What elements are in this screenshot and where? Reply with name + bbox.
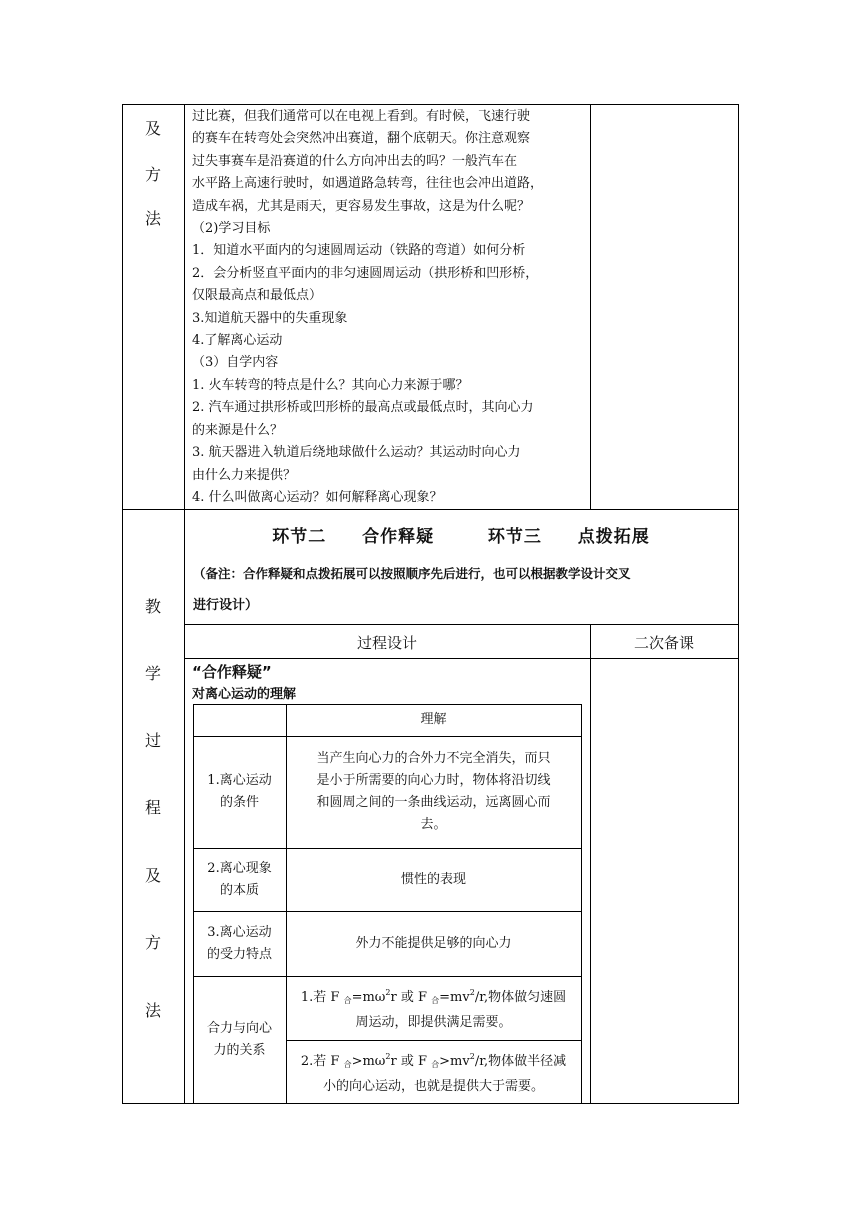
side-char: 法: [144, 1001, 161, 1020]
table-title: 对离心运动的理解: [192, 687, 297, 702]
intro-line: 过失事赛车是沿赛道的什么方向冲出去的吗？一般汽车在: [192, 153, 518, 169]
inner-header: 理解: [420, 712, 447, 727]
question-line: 的来源是什么？: [192, 422, 284, 438]
side-char: 方: [144, 933, 161, 952]
side-char: 过: [144, 731, 161, 750]
side-char: 及: [144, 119, 161, 138]
note-line: 进行设计）: [193, 598, 259, 613]
heading-part: 环节三: [487, 527, 542, 547]
row-content: 当产生向心力的合外力不完全消失，而只 是小于所需要的向心力时，物体将沿切线 和圆周之间的一条曲线运动，远离圆心而 去。: [316, 751, 551, 832]
side-char: 方: [144, 165, 161, 184]
goal-line: 2．会分析竖直平面内的非匀速圆周运动（拱形桥和凹形桥，: [192, 265, 539, 281]
question-line: 1. 火车转弯的特点是什么？其向心力来源于哪？: [192, 377, 469, 393]
question-line: 由什么力来提供？: [192, 467, 297, 483]
heading-part: 合作释疑: [362, 527, 435, 547]
intro-line: 水平路上高速行驶时，如遇道路急转弯，往往也会冲出道路，: [192, 176, 544, 192]
goal-line: 1．知道水平面内的匀速圆周运动（铁路的弯道）如何分析: [192, 243, 526, 259]
side-char: 程: [144, 798, 161, 817]
intro-line: 过比赛，但我们通常可以在电视上看到。有时候，飞速行驶: [192, 109, 531, 124]
note: [193, 558, 733, 622]
goal-line: 仅限最高点和最低点）: [192, 288, 323, 304]
heading-part: 环节二: [272, 527, 327, 547]
goal-line: 4.了解离心运动: [192, 333, 283, 349]
relation-case-greater: 2.若 F $_合>m\omega^2r$ 或 F $_合>mv^2/r$,物体做半径减 小的向心运动，也就是提供大于需要。: [300, 1052, 567, 1094]
section-heading: [184, 522, 738, 547]
side-char: 学: [144, 664, 161, 683]
question-line: 3. 航天器进入轨道后绕地球做什么运动？其运动时向心力: [192, 445, 521, 461]
relation-case-equal: 1.若 F $_合=m\omega^2r$ 或 F $_合=mv^2/r$,物体做匀速圆 周运动，即提供满足需要。: [300, 988, 567, 1030]
goal-line: 3.知道航天器中的失重现象: [192, 310, 348, 326]
goals-heading: （2)学习目标: [192, 221, 271, 237]
row-content: 外力不能提供足够的向心力: [355, 935, 512, 951]
heading-part: 点拨拓展: [577, 527, 650, 547]
question-line: 4. 什么叫做离心运动？如何解释离心现象？: [192, 489, 443, 505]
side-char: 法: [144, 209, 161, 228]
col-second-header: 二次备课: [633, 634, 694, 652]
side-char: 及: [144, 866, 161, 885]
row-label: 2.离心现象 的本质: [207, 860, 272, 898]
self-study-heading: （3）自学内容: [192, 355, 279, 371]
row-label: 1.离心运动 的条件: [207, 773, 272, 810]
intro-line: 的赛车在转弯处会突然冲出赛道，翻个底朝天。你注意观察: [192, 131, 531, 147]
row-content: 惯性的表现: [400, 871, 466, 887]
subtitle: “合作释疑”: [192, 663, 272, 681]
side-char: 教: [144, 597, 161, 616]
question-line: 2. 汽车通过拱形桥或凹形桥的最高点或最低点时，其向心力: [192, 400, 534, 416]
col-process-header: 过程设计: [356, 634, 417, 652]
intro-line: 造成车祸，尤其是雨天，更容易发生事故，这是为什么呢？: [192, 198, 531, 214]
row-label: 合力与向心 力的关系: [206, 1021, 272, 1058]
intro-text: [192, 106, 588, 509]
note-line: （备注：合作释疑和点拨拓展可以按照顺序先后进行，也可以根据教学设计交叉: [193, 566, 631, 581]
row-label: 3.离心运动 的受力特点: [206, 924, 272, 962]
